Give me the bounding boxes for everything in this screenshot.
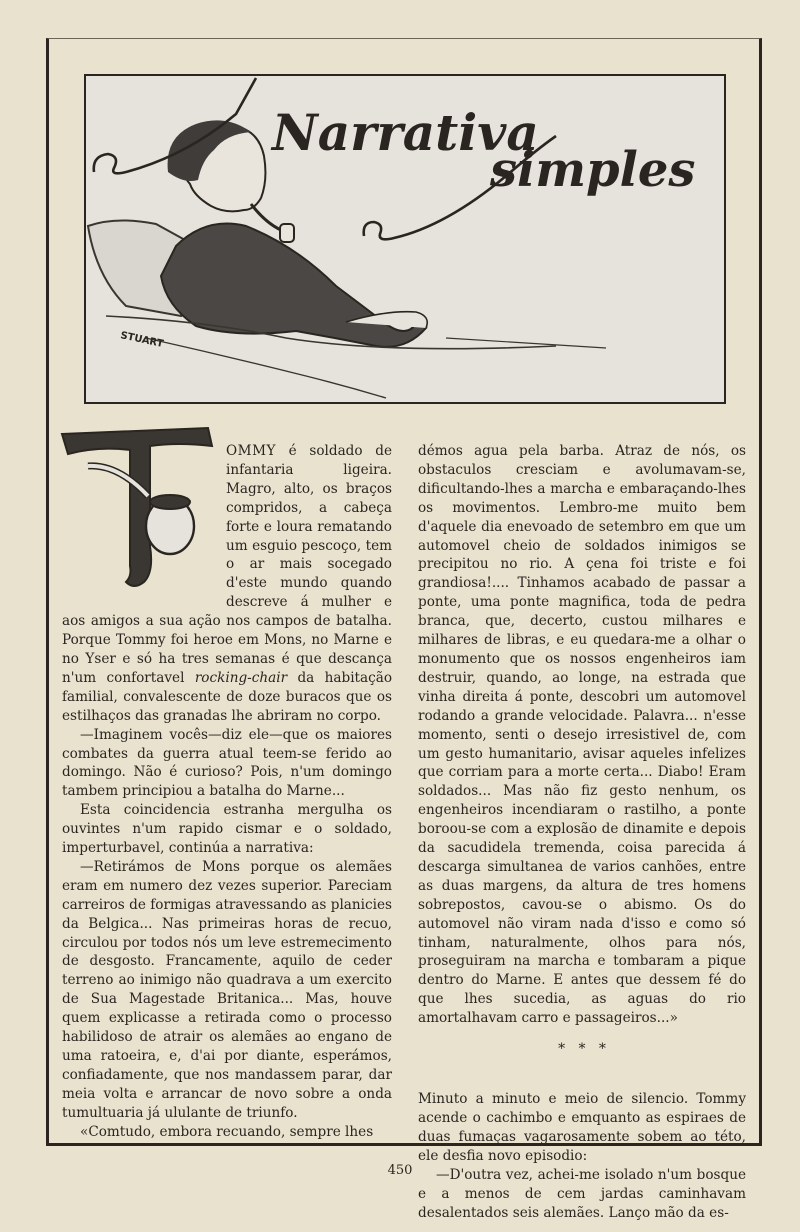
article-right-column xyxy=(418,442,746,1222)
title-line1: Narrativa xyxy=(272,103,539,162)
italic-term: rocking-chair xyxy=(194,669,288,686)
article-paragraph: Minuto a minuto e meio de silencio. Tommy acende o cachimbo e emquanto as espiraes de duas fumaças vagarosamente sobem ao této, ele desfia novo episodio: xyxy=(418,1091,746,1164)
title-line2: simples xyxy=(490,142,696,198)
article-left-column xyxy=(62,430,393,1142)
dropcap-letter: T xyxy=(64,430,65,431)
page-number: 450 xyxy=(387,1163,413,1178)
lead-word: OMMY xyxy=(226,443,276,459)
section-separator: * * * xyxy=(558,1041,606,1058)
article-paragraph: Esta coincidencia estranha mergulha os ouvintes n'um rapido cismar e o soldado, imperturbavel, continúa a narrativa: xyxy=(62,802,392,857)
header-illustration xyxy=(84,74,726,404)
article-paragraph: —Imaginem vocês—diz ele—que os maiores combates da guerra atual teem-se ferido ao domingo. Não é curioso? Pois, n'um domingo tambem principiou a batalha do Marne... xyxy=(62,726,392,800)
article-paragraph: —Retirámos de Mons porque os alemães eram em numero dez vezes superior. Pareciam carreiros de formigas atravessando as planicies da Belgica... Nas primeiras horas de recuo, circulou por todos nós um leve estremecimento de desgosto. Francamente, aquilo de ceder terreno ao inimigo não quadrava a um exercito de Sua Magestade Britanica... Mas, houve quem explicasse a retirada como o processo habilidoso de atrair os alemães ao engano de uma ratoeira, e, d'ai por diante, esperámos, confiadamente, que nos mandassem parar, dar meia volta e arrancar de novo sobre a onda tumultuaria já ululante de triunfo. xyxy=(62,858,392,1121)
article-paragraph: —D'outra vez, achei-me isolado n'um bosque e a menos de cem jardas caminhavam desalentados seis alemães. Lanço mão da es- xyxy=(418,1166,746,1221)
article-paragraph: «Comtudo, embora recuando, sempre lhes xyxy=(80,1123,374,1140)
article-paragraph: démos agua pela barba. Atraz de nós, os obstaculos cresciam e avolumavam-se, dificultando-lhes a marcha e embaraçando-lhes os movimentos. Lembro-me muito bem d'aquele dia enevoado de setembro em que um automovel cheio de soldados inimigos se precipitou no rio. A çena foi triste e foi grandiosa!.... Tinhamos acabado de passar a ponte, uma ponte magnifica, toda de pedra branca, que, decerto, custou milhares e milhares de libras, e eu quedara-me a olhar o monumento que os nossos engenheiros iam destruir, quando, ao longe, na estrada que vinha direita á ponte, descobri um automovel rodando a grande velocidade. Palavra... n'esse momento, senti o desejo irresistivel de, com um gesto humanitario, avisar aqueles infelizes que corriam para a morte certa... Diabo! Eram soldados... Mas não fiz gesto nenhum, os engenheiros incendiaram o rastilho, a ponte boroou-se com a explosão de dinamite e depois da sacudidela tremenda, coisa parecida á descarga simultanea de varios canhões, entre as duas margens, da altura de tres homens sobrepostos, cavou-se o abismo. Os do automovel não viram nada d'isso e como só tinham, naturalmente, olhos para nós, proseguiram na marcha e tombaram a pique dentro do Marne. E antes que dessem fé do que lhes sucedia, as aguas do rio amortalhavam carro e passageiros...» xyxy=(418,443,746,1027)
illustration-drawing xyxy=(86,76,724,402)
dropcap-with-pipe xyxy=(58,426,222,594)
article-paragraph: OMMY é soldado de infantaria ligeira. Magro, alto, os braços compridos, a cabeça forte e loura rematando um esguio pescoço, tem o ar mais socegado d'este mundo quando descreve á mulher e aos amigos a sua ação nos campos de batalha. Porque Tommy foi heroe em Mons, no Marne e no Yser e só ha tres semanas é que descança n'um confortavel rocking-chair da habitação familial, convalescente de doze buracos que os estilhaços das granadas lhe abriram no corpo. xyxy=(62,443,393,724)
artist-signature: STUART xyxy=(119,330,165,351)
